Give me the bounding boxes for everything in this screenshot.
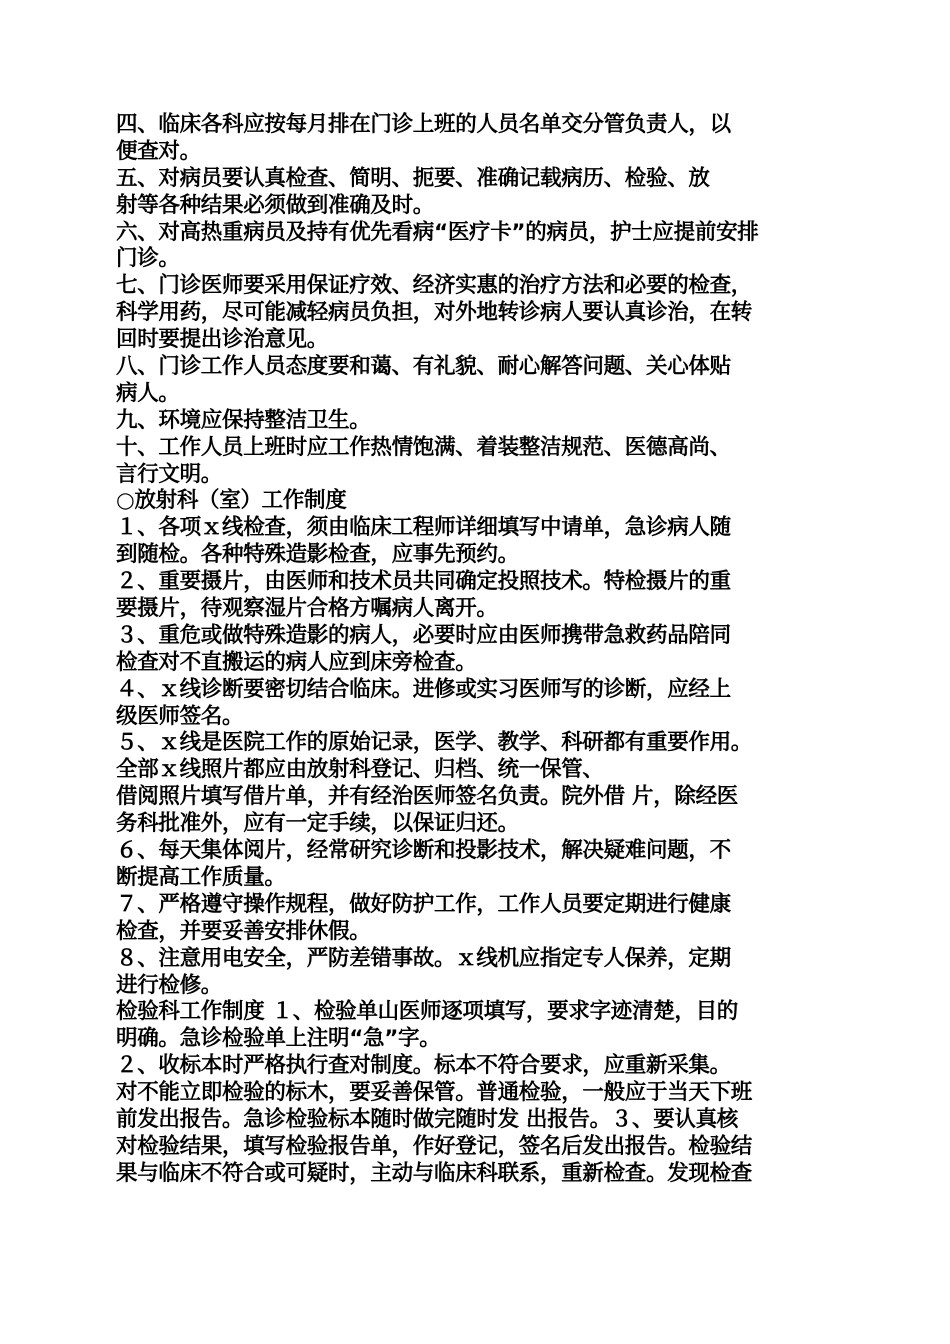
document-body: [116, 112, 836, 1188]
text-line: 检查，并要妥善安排休假。: [116, 918, 371, 944]
text-line: 对检验结果，填写检验报告单，作好登记，签名后发出报告。检验结: [116, 1133, 753, 1159]
text-line: 全部ｘ线照片都应由放射科登记、归档、统一保管、: [116, 757, 604, 783]
text-line: ６、每天集体阅片，经常研究诊断和投影技术，解决疑难问题，不: [116, 838, 731, 864]
text-line: 进行检修。: [116, 972, 223, 998]
text-line: 十、工作人员上班时应工作热情饱满、着装整洁规范、医德高尚、: [116, 434, 731, 460]
text-line: 五、对病员要认真检查、简明、扼要、准确记载病历、检验、放: [116, 165, 710, 191]
text-line: ８、注意用电安全，严防差错事故。ｘ线机应指定专人保养，定期: [116, 945, 731, 971]
text-line: 门诊。: [116, 246, 180, 272]
text-line: １、各项ｘ线检查，须由临床工程师详细填写中请单，急诊病人随: [116, 515, 731, 541]
text-line: 明确。急诊检验单上注明“急”字。: [116, 1026, 441, 1052]
section-heading: ○放射科（室）工作制度: [116, 488, 347, 514]
text-line: 要摄片，待观察湿片合格方嘱病人离开。: [116, 596, 498, 622]
text-line: 级医师签名。: [116, 703, 244, 729]
text-line: 到随检。各种特殊造影检查，应事先预约。: [116, 542, 519, 568]
text-line: 检查对不直搬运的病人应到床旁检查。: [116, 649, 477, 675]
text-line: 前发出报告。急诊检验标本随时做完随时发 出报告。３、要认真核: [116, 1106, 738, 1132]
text-line: 病人。: [116, 380, 180, 406]
text-line: 便查对。: [116, 138, 201, 164]
text-line: ３、重危或做特殊造影的病人，必要时应由医师携带急救药品陪同: [116, 622, 731, 648]
text-line: 六、对高热重病员及持有优先看病“医疗卡”的病员，护士应提前安排: [116, 219, 759, 245]
text-line: 言行文明。: [116, 461, 223, 487]
text-line: 科学用药，尽可能减轻病员负担，对外地转诊病人要认真诊治，在转: [116, 300, 753, 326]
text-line: 务科批准外，应有一定手续，以保证归还。: [116, 811, 519, 837]
text-line: ４、ｘ线诊断要密切结合临床。进修或实习医师写的诊断，应经上: [116, 676, 731, 702]
text-line: 七、门诊医师要采用保证疗效、经济实惠的治疗方法和必要的检查，: [116, 273, 753, 299]
text-line: 射等各种结果必须做到准确及时。: [116, 192, 435, 218]
text-line: 九、环境应保持整洁卫生。: [116, 407, 371, 433]
text-line: ５、ｘ线是医院工作的原始记录，医学、教学、科研都有重要作用。: [116, 730, 753, 756]
text-line: 借阅照片填写借片单，并有经治医师签名负责。院外借 片，除经医: [116, 784, 738, 810]
text-line: 断提高工作质量。: [116, 864, 286, 890]
text-line: 回时要提出诊治意见。: [116, 327, 329, 353]
text-line: 对不能立即检验的标木，要妥善保管。普通检验，一般应于当天下班: [116, 1080, 753, 1106]
text-line: 四、临床各科应按每月排在门诊上班的人员名单交分管负责人，以: [116, 112, 731, 137]
text-line: 八、门诊工作人员态度要和蔼、有礼貌、耐心解答问题、关心体贴: [116, 354, 731, 380]
text-line: ２、收标本时严格执行查对制度。标本不符合要求，应重新采集。: [116, 1053, 731, 1079]
section-heading: 检验科工作制度 １、检验单山医师逐项填写，要求字迹清楚，目的: [116, 999, 738, 1025]
text-line: 果与临床不符合或可疑时，主动与临床科联系，重新检查。发现检查: [116, 1160, 753, 1186]
text-line: ２、重要摄片，由医师和技术员共同确定投照技术。特检摄片的重: [116, 569, 731, 595]
text-line: ７、严格遵守操作规程，做好防护工作，工作人员要定期进行健康: [116, 891, 731, 917]
